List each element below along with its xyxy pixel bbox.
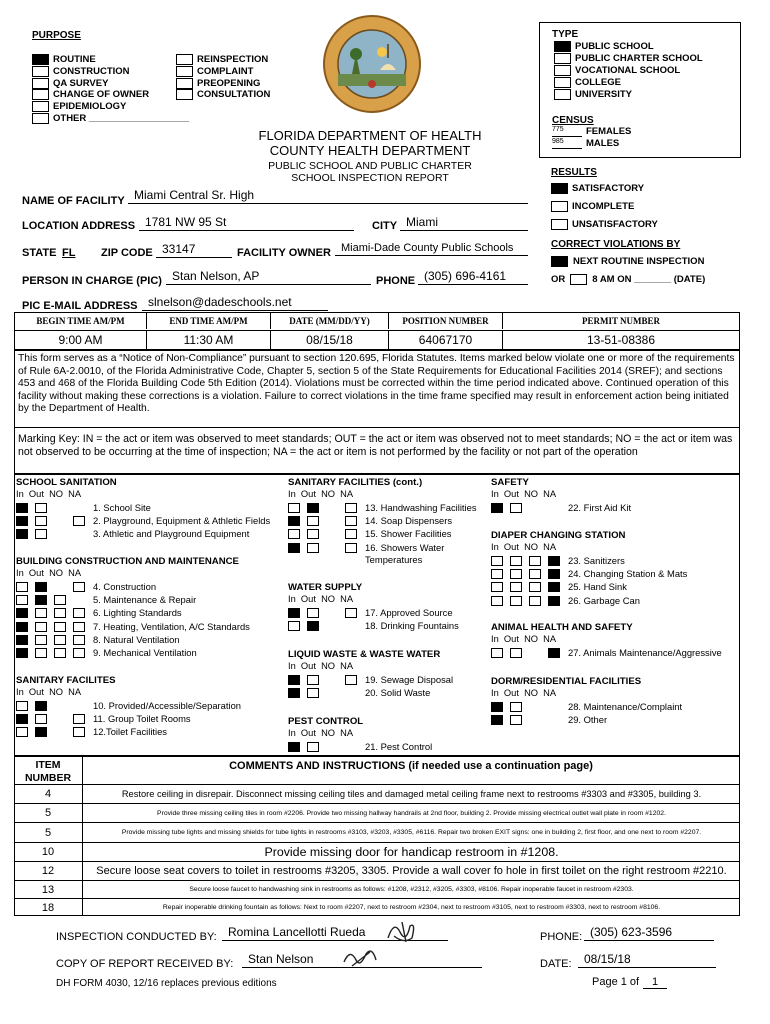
comment-row [14,822,740,842]
type-item-checkbox[interactable] [554,89,571,100]
checklist-item-label: 6. Lighting Standards [93,607,182,619]
status-checkbox[interactable] [35,595,47,605]
type-item-checkbox[interactable] [554,65,571,76]
column-header: In Out NO NA [491,542,557,552]
census-females [552,126,631,137]
address-label: LOCATION ADDRESS [22,220,136,232]
status-checkbox[interactable] [16,714,28,724]
form-id: DH FORM 4030, 12/16 replaces previous editions [56,978,277,989]
permit-header: PERMIT NUMBER [581,316,661,326]
checklist-item-label: 12.Toilet Facilities [93,726,167,738]
section-title-water-supply: WATER SUPPLY [288,582,363,593]
begin-time-header: BEGIN TIME AM/PM [15,313,147,329]
checklist-item-label: 25. Hand Sink [568,581,627,593]
permit-value[interactable]: 13-51-08386 [586,333,656,347]
column-header: In Out NO NA [288,728,354,738]
checklist-item-label: 4. Construction [93,581,157,592]
status-checkbox[interactable] [16,648,28,658]
comment-text: Provide missing door for handicap restroom in #1208. [264,845,559,859]
checklist-item-label: 23. Sanitizers [568,555,625,566]
item-number: 12 [14,862,83,880]
status-checkbox[interactable] [16,622,28,632]
type-item-row [554,77,621,88]
checklist-item-label: 29. Other [568,714,608,726]
status-checkbox[interactable] [345,529,357,539]
section-title-dorm: DORM/RESIDENTIAL FACILITIES [491,676,642,687]
section-title-safety: SAFETY [491,477,529,488]
owner-label: FACILITY OWNER [237,247,331,259]
type-item-row [554,89,632,100]
end-time-value[interactable]: 11:30 AM [147,331,271,349]
status-checkbox[interactable] [307,529,319,539]
status-checkbox[interactable] [54,635,66,645]
pic-field[interactable]: Stan Nelson, AP [166,269,371,285]
status-checkbox[interactable] [491,715,503,725]
status-checkbox[interactable] [345,608,357,618]
inspector-signature [384,918,424,951]
page-label: Page 1 of [592,976,640,988]
email-field[interactable]: slnelson@dadeschools.net [142,295,328,311]
receiver-signature [338,944,382,977]
purpose-item-row [176,54,268,65]
item-number: 5 [14,804,83,822]
checklist-item-label: 27. Animals Maintenance/Aggressive [568,647,722,658]
8am-label: 8 AM ON _______ (DATE) [592,274,706,285]
status-checkbox[interactable] [529,556,541,566]
status-checkbox[interactable] [54,648,66,658]
status-checkbox[interactable] [491,702,503,712]
status-checkbox[interactable] [288,543,300,553]
status-checkbox[interactable] [288,621,300,631]
type-item-label: PUBLIC SCHOOL [575,41,654,52]
column-header: In Out NO NA [491,489,557,499]
status-checkbox[interactable] [73,608,85,618]
result-item-checkbox[interactable] [551,201,568,212]
result-item-row [551,183,644,194]
column-header: In Out NO NA [16,687,82,697]
status-checkbox[interactable] [16,529,28,539]
status-checkbox[interactable] [35,714,47,724]
status-checkbox[interactable] [35,635,47,645]
checklist-item-label: 19. Sewage Disposal [365,674,454,685]
purpose-item-checkbox[interactable] [32,89,49,100]
status-checkbox[interactable] [35,529,47,539]
checklist-item-label: 1. School Site [93,502,151,513]
purpose-item-checkbox[interactable] [176,78,193,89]
city-label: CITY [372,220,398,232]
phone-label: PHONE [376,275,416,287]
status-checkbox[interactable] [73,622,85,632]
status-checkbox[interactable] [288,503,300,513]
notice-paragraph: This form serves as a “Notice of Non-Compliance” pursuant to section 120.695, Florida Statutes. Items marked below violate one or more of the requirements of Rule 6A-2.0010, of the Florida Administrative Code, Chapter 5, section 5 of the State Requirements for Educational Facilities 2014 (SREF); and sections 453 and 468 of the Florida Building Code 5th Edition (2014). Violations must be corrected within the time period indicated above. Continued operation of this facility without making these corrections is a violation. Failure to correct violations in the time frame specified may result in enforcement action being initiated by the Department of Health. [18,353,735,415]
comments-header: COMMENTS AND INSTRUCTIONS (if needed use a continuation page) [229,760,593,772]
column-header: In Out NO NA [288,489,354,499]
status-checkbox[interactable] [54,595,66,605]
received-by-field[interactable]: Stan Nelson [242,952,482,968]
status-checkbox[interactable] [73,582,85,592]
status-checkbox[interactable] [307,503,319,513]
checklist-item-label: 14. Soap Dispensers [365,515,453,527]
type-item-label: UNIVERSITY [575,89,633,100]
purpose-item-row [32,54,96,65]
page-title [230,128,510,184]
comment-row [14,803,740,822]
copy-label: COPY OF REPORT RECEIVED BY: [56,958,234,970]
status-checkbox[interactable] [345,543,357,553]
census-heading: CENSUS [552,115,594,126]
state-label: STATE [22,247,57,259]
item-number: 4 [14,785,83,803]
type-item-label: VOCATIONAL SCHOOL [575,65,681,76]
status-checkbox[interactable] [510,596,522,606]
status-checkbox[interactable] [510,556,522,566]
city-field[interactable]: Miami [400,215,528,231]
type-heading: TYPE [552,29,579,40]
zip-label: ZIP CODE [101,247,153,259]
column-header: In Out NO NA [288,661,354,671]
item-number: 5 [14,823,83,842]
received-date-field[interactable]: 08/15/18 [578,952,716,968]
purpose-item-label: QA SURVEY [53,77,109,89]
purpose-item-row [32,89,149,100]
status-checkbox[interactable] [548,582,560,592]
owner-field[interactable]: Miami-Dade County Public Schools [335,242,528,256]
column-header: In Out NO NA [288,594,354,604]
status-checkbox[interactable] [529,569,541,579]
comment-row [14,880,740,898]
status-checkbox[interactable] [16,635,28,645]
comment-text: Secure loose seat covers to toilet in restrooms #3205, 3305. Provide a wall cover fo hole in first toilet on the right restroom #2210. [96,865,727,877]
status-checkbox[interactable] [491,596,503,606]
status-checkbox[interactable] [16,516,28,526]
date-header: DATE (MM/DD/YY) [271,313,389,329]
purpose-item-checkbox[interactable] [176,89,193,100]
checklist-item-label: 10. Provided/Accessible/Separation [93,700,242,711]
status-checkbox[interactable] [35,503,47,513]
section-title-liquid-waste: LIQUID WASTE & WASTE WATER [288,649,441,660]
purpose-item-label: CONSULTATION [197,89,271,101]
checklist-item-label: 11. Group Toilet Rooms [93,713,191,725]
result-item-row [551,201,634,212]
status-checkbox[interactable] [307,621,319,631]
status-checkbox[interactable] [548,648,560,658]
status-checkbox[interactable] [16,582,28,592]
status-checkbox[interactable] [345,675,357,685]
status-checkbox[interactable] [510,582,522,592]
item-number: 10 [14,843,83,861]
zip-field[interactable]: 33147 [156,242,232,258]
column-header: In Out NO NA [491,634,557,644]
comment-row [14,861,740,880]
begin-time-value[interactable]: 9:00 AM [15,331,147,349]
result-item-checkbox[interactable] [551,183,568,194]
status-checkbox[interactable] [288,675,300,685]
status-checkbox[interactable] [288,529,300,539]
column-header: In Out NO NA [16,489,82,499]
type-item-row [554,53,703,64]
item-number-header: ITEM NUMBER [24,759,72,784]
status-checkbox[interactable] [54,608,66,618]
type-item-label: PUBLIC CHARTER SCHOOL [575,53,703,64]
males-label: MALES [586,138,620,149]
status-checkbox[interactable] [510,702,522,712]
status-checkbox[interactable] [35,622,47,632]
comment-text: Restore ceiling in disrepair. Disconnect missing ceiling tiles and damaged metal ceiling frame next to restrooms #3303 and #3305, building 3. [121,789,702,799]
status-checkbox[interactable] [288,742,300,752]
checklist-item-label: 2. Playground, Equipment & Athletic Fields [93,515,271,527]
status-checkbox[interactable] [35,582,47,592]
checklist-item-label: 26. Garbage Can [568,594,640,606]
purpose-item-row [32,113,189,124]
type-item-label: COLLEGE [575,77,621,88]
status-checkbox[interactable] [345,516,357,526]
next-routine-checkbox[interactable] [551,256,568,267]
results-heading: RESULTS [551,167,597,178]
purpose-item-row [176,89,270,100]
status-checkbox[interactable] [491,569,503,579]
8am-checkbox[interactable] [570,274,587,285]
purpose-item-checkbox[interactable] [32,54,49,65]
purpose-item-checkbox[interactable] [176,54,193,65]
females-label: FEMALES [586,126,632,137]
comment-row [14,784,740,803]
inspector-phone-field[interactable]: (305) 623-3596 [584,925,714,941]
section-title-animal: ANIMAL HEALTH AND SAFETY [491,622,633,633]
purpose-item-label: EPIDEMIOLOGY [53,101,127,113]
status-checkbox[interactable] [16,608,28,618]
section-title-sanitary-cont: SANITARY FACILITIES (cont.) [288,477,423,488]
comment-text: Secure loose faucet to handwashing sink in restrooms as follows: #1208, #2312, #3205, #3303, #8106. Repair inoperable faucet in restroom #2303. [189,886,634,893]
purpose-item-label: CONSTRUCTION [53,65,130,77]
section-title-pest-control: PEST CONTROL [288,716,364,727]
purpose-item-row [176,66,253,77]
status-checkbox[interactable] [54,622,66,632]
status-checkbox[interactable] [307,516,319,526]
purpose-item-row [176,78,260,89]
status-checkbox[interactable] [16,727,28,737]
purpose-item-checkbox[interactable] [32,66,49,77]
comment-text: Provide missing tube lights and missing shields for tube lights in restrooms #3103, #3203, #3305, #6116. Repair two broken EXIT signs: one in building 2, first floor, and one next to room #2207. [121,829,702,836]
status-checkbox[interactable] [491,582,503,592]
status-checkbox[interactable] [35,701,47,711]
status-checkbox[interactable] [307,742,319,752]
checklist-item-label: 8. Natural Ventilation [93,633,180,645]
checklist-item-label: 9. Mechanical Ventilation [93,647,197,658]
purpose-item-label: COMPLAINT [197,65,254,77]
purpose-item-row [32,101,126,112]
status-checkbox[interactable] [35,648,47,658]
section-title-sanitary-facilities: SANITARY FACILITES [16,675,116,686]
status-checkbox[interactable] [307,608,319,618]
section-title-school-sanitation: SCHOOL SANITATION [16,477,117,488]
checklist-item-label: 13. Handwashing Facilities [365,502,477,513]
status-checkbox[interactable] [16,701,28,711]
facility-name-field[interactable]: Miami Central Sr. High [128,188,528,204]
status-checkbox[interactable] [548,556,560,566]
checklist-item-label: 3. Athletic and Playground Equipment [93,528,250,540]
status-checkbox[interactable] [35,608,47,618]
status-checkbox[interactable] [510,503,522,513]
result-item-label: SATISFACTORY [572,183,645,194]
type-item-row [554,41,654,52]
end-time-header: END TIME AM/PM [147,313,271,329]
status-checkbox[interactable] [307,688,319,698]
status-checkbox[interactable] [529,582,541,592]
status-checkbox[interactable] [510,715,522,725]
column-header: In Out NO NA [16,568,82,578]
item-number: 18 [14,899,83,916]
page-indicator [592,976,667,989]
purpose-item-checkbox[interactable] [32,101,49,112]
title-line-4: SCHOOL INSPECTION REPORT [291,172,449,184]
state-field[interactable]: FL [62,247,76,259]
correct-violations-heading: CORRECT VIOLATIONS BY [551,239,681,250]
checklist-item-label: 18. Drinking Fountains [365,620,459,632]
comment-row [14,842,740,861]
date-footer-label: DATE: [540,958,572,970]
checklist-item-label: 20. Solid Waste [365,687,431,699]
males-value: 985 [552,138,582,149]
status-checkbox[interactable] [288,608,300,618]
checklist-item-label: 15. Shower Facilities [365,528,452,540]
name-label: NAME OF FACILITY [22,195,125,207]
phone-footer-label: PHONE: [540,931,583,943]
purpose-item-label: REINSPECTION [197,54,269,65]
column-header: In Out NO NA [491,688,557,698]
status-checkbox[interactable] [288,516,300,526]
status-checkbox[interactable] [510,569,522,579]
status-checkbox[interactable] [345,503,357,513]
females-value: 775 [552,126,582,137]
page-total: 1 [643,976,667,989]
status-checkbox[interactable] [491,648,503,658]
status-checkbox[interactable] [73,714,85,724]
checklist-item-label: 5. Maintenance & Repair [93,594,197,606]
title-line-3: PUBLIC SCHOOL AND PUBLIC CHARTER [268,160,472,172]
type-item-checkbox[interactable] [554,77,571,88]
type-item-checkbox[interactable] [554,41,571,52]
status-checkbox[interactable] [288,688,300,698]
comment-text: Provide three missing ceiling tiles in room #2206. Provide two missing hallway handrails at 2nd floor, building 2. Provide missing electrical outlet wall plate in room #1202. [157,809,666,817]
status-checkbox[interactable] [73,727,85,737]
section-title-diaper: DIAPER CHANGING STATION [491,530,626,541]
comment-row [14,898,740,916]
email-label: PIC E-MAIL ADDRESS [22,300,138,312]
notice-box [14,350,740,474]
marking-key: Marking Key: IN = the act or item was observed to meet standards; OUT = the act or item was observed not to meet standards; NO = the act or item was not observed to be occurring at the time of inspection; NA = the act or item is not performed by the facility or not part of the operation [18,433,733,458]
pic-label: PERSON IN CHARGE (PIC) [22,275,162,287]
purpose-item-label: PREOPENING [197,77,261,89]
title-line-1: FLORIDA DEPARTMENT OF HEALTH [258,128,482,143]
checklist-item-label: 22. First Aid Kit [568,502,632,513]
next-routine-label: NEXT ROUTINE INSPECTION [573,256,705,267]
phone-field[interactable]: (305) 696-4161 [418,269,528,285]
checklist-item-label: 24. Changing Station & Mats [568,568,688,580]
checklist-item-label: 21. Pest Control [365,741,433,752]
status-checkbox[interactable] [491,503,503,513]
purpose-item-checkbox[interactable] [176,66,193,77]
status-checkbox[interactable] [35,516,47,526]
status-checkbox[interactable] [510,648,522,658]
status-checkbox[interactable] [16,595,28,605]
status-checkbox[interactable] [307,675,319,685]
status-checkbox[interactable] [73,648,85,658]
item-number: 13 [14,881,83,898]
comment-text: Repair inoperable drinking fountain as follows: Next to room #2207, next to restroom #2304, next to restroom #3105, next to restroom #3303, next to restroom #8106. [162,904,661,911]
purpose-heading: PURPOSE [32,30,81,41]
title-line-2: COUNTY HEALTH DEPARTMENT [269,143,471,158]
result-item-label: UNSATISFACTORY [572,219,658,230]
checklist-item-label: 16. Showers Water Temperatures [365,541,445,565]
status-checkbox[interactable] [529,596,541,606]
status-checkbox[interactable] [548,596,560,606]
status-checkbox[interactable] [73,635,85,645]
result-item-checkbox[interactable] [551,219,568,230]
conducted-label: INSPECTION CONDUCTED BY: [56,931,217,943]
checklist-item-label: 17. Approved Source [365,607,453,618]
purpose-item-label: CHANGE OF OWNER [53,89,150,101]
type-item-row [554,65,680,76]
status-checkbox[interactable] [307,543,319,553]
purpose-item-label: ROUTINE [53,54,96,65]
census-males [552,138,619,149]
purpose-item-row [32,78,108,89]
status-checkbox[interactable] [73,516,85,526]
position-header: POSITION NUMBER [389,313,503,329]
or-date-row [551,274,705,285]
result-item-label: INCOMPLETE [572,201,635,212]
section-title-building: BUILDING CONSTRUCTION AND MAINTENANCE [16,556,239,567]
checklist-item-label: 28. Maintenance/Complaint [568,701,683,712]
status-checkbox[interactable] [491,556,503,566]
result-item-row [551,219,658,230]
checklist-item-label: 7. Heating, Ventilation, A/C Standards [93,620,250,632]
purpose-item-row [32,66,130,77]
purpose-item-label: OTHER ___________________ [53,113,190,124]
address-field[interactable]: 1781 NW 95 St [139,215,354,231]
status-checkbox[interactable] [548,569,560,579]
or-label: OR [551,274,566,285]
date-value[interactable]: 08/15/18 [271,331,389,349]
purpose-item-checkbox[interactable] [32,113,49,124]
position-value[interactable]: 64067170 [389,331,503,349]
type-box [539,22,741,158]
status-checkbox[interactable] [16,503,28,513]
type-item-checkbox[interactable] [554,53,571,64]
conducted-by-field[interactable]: Romina Lancellotti Rueda [222,925,448,941]
purpose-item-checkbox[interactable] [32,78,49,89]
status-checkbox[interactable] [35,727,47,737]
florida-seal [322,14,422,114]
next-routine-row [551,256,704,267]
